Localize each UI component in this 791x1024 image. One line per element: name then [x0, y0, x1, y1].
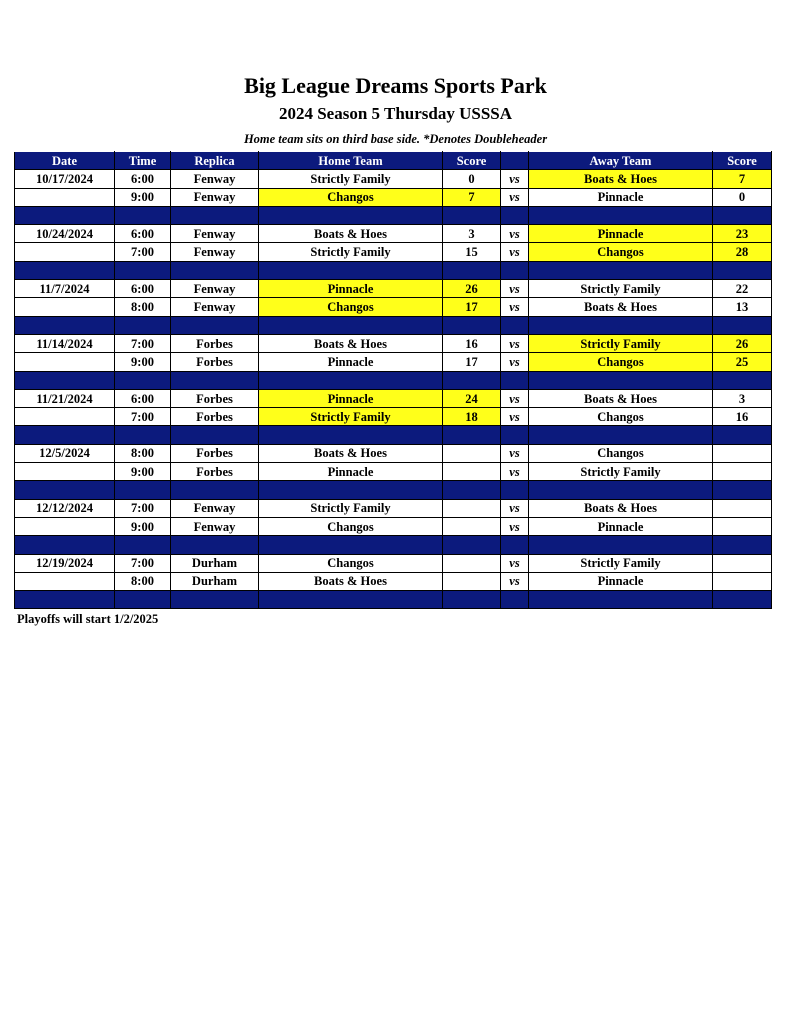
vs-label: vs: [501, 389, 529, 407]
away-score: 25: [713, 353, 772, 371]
home-score: [443, 444, 501, 462]
schedule-table: [14, 151, 772, 609]
separator-cell: [501, 591, 529, 609]
away-team: Strictly Family: [529, 334, 713, 352]
separator-cell: [713, 206, 772, 224]
game-replica: Forbes: [171, 408, 259, 426]
away-team: Pinnacle: [529, 572, 713, 590]
separator-cell: [115, 536, 171, 554]
home-score: [443, 572, 501, 590]
away-score: 22: [713, 280, 772, 298]
week-separator-row: [15, 206, 772, 224]
header-row: [15, 152, 772, 170]
away-score: 26: [713, 334, 772, 352]
home-team: Strictly Family: [259, 243, 443, 261]
game-time: 9:00: [115, 463, 171, 481]
game-replica: Forbes: [171, 444, 259, 462]
game-date: 11/7/2024: [15, 280, 115, 298]
separator-cell: [713, 426, 772, 444]
away-team: Strictly Family: [529, 554, 713, 572]
vs-label: vs: [501, 499, 529, 517]
game-replica: Fenway: [171, 243, 259, 261]
vs-label: vs: [501, 408, 529, 426]
vs-label: vs: [501, 334, 529, 352]
home-team: Changos: [259, 554, 443, 572]
game-date: [15, 298, 115, 316]
game-replica: Fenway: [171, 499, 259, 517]
game-row: [15, 554, 772, 572]
game-replica: Forbes: [171, 334, 259, 352]
separator-cell: [15, 536, 115, 554]
game-date: 10/17/2024: [15, 170, 115, 188]
game-row: [15, 170, 772, 188]
game-time: 6:00: [115, 280, 171, 298]
separator-cell: [259, 261, 443, 279]
home-team: Strictly Family: [259, 408, 443, 426]
vs-label: vs: [501, 280, 529, 298]
separator-cell: [501, 371, 529, 389]
separator-cell: [529, 206, 713, 224]
game-replica: Fenway: [171, 170, 259, 188]
vs-label: vs: [501, 188, 529, 206]
separator-cell: [171, 206, 259, 224]
separator-cell: [259, 206, 443, 224]
vs-label: vs: [501, 517, 529, 535]
separator-cell: [501, 426, 529, 444]
separator-cell: [443, 371, 501, 389]
page-title: Big League Dreams Sports Park: [244, 73, 547, 98]
game-time: 6:00: [115, 389, 171, 407]
week-separator-row: [15, 591, 772, 609]
home-team: Strictly Family: [259, 499, 443, 517]
home-score: 24: [443, 389, 501, 407]
game-replica: Fenway: [171, 225, 259, 243]
away-team: Changos: [529, 353, 713, 371]
game-replica: Fenway: [171, 188, 259, 206]
vs-label: vs: [501, 298, 529, 316]
game-date: 11/14/2024: [15, 334, 115, 352]
vs-label: vs: [501, 353, 529, 371]
week-separator-row: [15, 371, 772, 389]
vs-label: vs: [501, 170, 529, 188]
separator-cell: [501, 261, 529, 279]
separator-cell: [529, 536, 713, 554]
game-date: 12/5/2024: [15, 444, 115, 462]
separator-cell: [171, 261, 259, 279]
game-date: 11/21/2024: [15, 389, 115, 407]
away-score: 28: [713, 243, 772, 261]
away-team: Boats & Hoes: [529, 170, 713, 188]
game-row: [15, 225, 772, 243]
separator-cell: [501, 316, 529, 334]
home-team: Boats & Hoes: [259, 334, 443, 352]
home-score: 3: [443, 225, 501, 243]
home-team: Pinnacle: [259, 463, 443, 481]
week-separator-row: [15, 426, 772, 444]
separator-cell: [15, 426, 115, 444]
home-score: 17: [443, 353, 501, 371]
week-separator-row: [15, 536, 772, 554]
separator-cell: [501, 206, 529, 224]
game-row: [15, 243, 772, 261]
away-team: Boats & Hoes: [529, 499, 713, 517]
week-separator-row: [15, 481, 772, 499]
home-score: 17: [443, 298, 501, 316]
separator-cell: [115, 206, 171, 224]
game-row: [15, 188, 772, 206]
separator-cell: [15, 261, 115, 279]
separator-cell: [501, 536, 529, 554]
away-team: Strictly Family: [529, 280, 713, 298]
separator-cell: [259, 426, 443, 444]
column-header-home-score: Score: [443, 152, 501, 170]
home-score: 15: [443, 243, 501, 261]
separator-cell: [443, 426, 501, 444]
column-header-vs: [501, 152, 529, 170]
column-header-time: Time: [115, 152, 171, 170]
home-score: 26: [443, 280, 501, 298]
game-replica: Fenway: [171, 298, 259, 316]
column-header-replica: Replica: [171, 152, 259, 170]
game-date: [15, 243, 115, 261]
separator-cell: [171, 316, 259, 334]
home-score: [443, 554, 501, 572]
home-team: Pinnacle: [259, 353, 443, 371]
separator-cell: [443, 206, 501, 224]
away-score: 23: [713, 225, 772, 243]
game-replica: Forbes: [171, 463, 259, 481]
game-row: [15, 444, 772, 462]
week-separator-row: [15, 261, 772, 279]
column-header-away-score: Score: [713, 152, 772, 170]
separator-cell: [171, 426, 259, 444]
week-separator-row: [15, 316, 772, 334]
away-team: Boats & Hoes: [529, 298, 713, 316]
separator-cell: [443, 591, 501, 609]
separator-cell: [713, 481, 772, 499]
vs-label: vs: [501, 225, 529, 243]
separator-cell: [115, 426, 171, 444]
game-time: 9:00: [115, 188, 171, 206]
away-score: 13: [713, 298, 772, 316]
home-team: Changos: [259, 517, 443, 535]
game-time: 8:00: [115, 572, 171, 590]
away-team: Changos: [529, 444, 713, 462]
home-score: [443, 517, 501, 535]
game-row: [15, 499, 772, 517]
game-replica: Forbes: [171, 389, 259, 407]
separator-cell: [115, 316, 171, 334]
schedule-body: [15, 170, 772, 609]
separator-cell: [115, 371, 171, 389]
game-row: [15, 280, 772, 298]
game-row: [15, 353, 772, 371]
away-team: Pinnacle: [529, 517, 713, 535]
home-score: 0: [443, 170, 501, 188]
game-date: [15, 408, 115, 426]
separator-cell: [529, 426, 713, 444]
separator-cell: [443, 316, 501, 334]
separator-cell: [713, 591, 772, 609]
column-header-home-team: Home Team: [259, 152, 443, 170]
game-time: 9:00: [115, 353, 171, 371]
away-team: Pinnacle: [529, 225, 713, 243]
away-score: [713, 463, 772, 481]
separator-cell: [259, 371, 443, 389]
separator-cell: [171, 591, 259, 609]
separator-cell: [713, 316, 772, 334]
away-team: Boats & Hoes: [529, 389, 713, 407]
separator-cell: [15, 206, 115, 224]
home-score: 18: [443, 408, 501, 426]
away-team: Strictly Family: [529, 463, 713, 481]
vs-label: vs: [501, 444, 529, 462]
separator-cell: [529, 371, 713, 389]
game-date: 12/19/2024: [15, 554, 115, 572]
home-team: Pinnacle: [259, 280, 443, 298]
game-time: 6:00: [115, 170, 171, 188]
separator-cell: [15, 316, 115, 334]
separator-cell: [115, 591, 171, 609]
separator-cell: [259, 316, 443, 334]
game-replica: Durham: [171, 572, 259, 590]
separator-cell: [443, 481, 501, 499]
game-row: [15, 517, 772, 535]
separator-cell: [529, 316, 713, 334]
away-team: Changos: [529, 243, 713, 261]
game-time: 7:00: [115, 408, 171, 426]
away-score: 16: [713, 408, 772, 426]
separator-cell: [171, 371, 259, 389]
separator-cell: [259, 481, 443, 499]
vs-label: vs: [501, 243, 529, 261]
game-replica: Fenway: [171, 280, 259, 298]
away-team: Pinnacle: [529, 188, 713, 206]
away-score: 7: [713, 170, 772, 188]
home-team: Boats & Hoes: [259, 572, 443, 590]
vs-label: vs: [501, 572, 529, 590]
separator-cell: [443, 536, 501, 554]
home-team: Changos: [259, 298, 443, 316]
away-score: [713, 572, 772, 590]
page-subtitle: 2024 Season 5 Thursday USSSA: [278, 104, 513, 123]
separator-cell: [171, 536, 259, 554]
home-team: Boats & Hoes: [259, 225, 443, 243]
separator-cell: [529, 591, 713, 609]
separator-cell: [443, 261, 501, 279]
separator-cell: [115, 481, 171, 499]
away-score: [713, 554, 772, 572]
game-time: 9:00: [115, 517, 171, 535]
game-row: [15, 572, 772, 590]
game-date: [15, 353, 115, 371]
separator-cell: [713, 261, 772, 279]
game-replica: Durham: [171, 554, 259, 572]
home-score: 16: [443, 334, 501, 352]
separator-cell: [259, 536, 443, 554]
game-time: 8:00: [115, 298, 171, 316]
separator-cell: [15, 591, 115, 609]
home-score: [443, 499, 501, 517]
away-score: [713, 517, 772, 535]
game-date: [15, 572, 115, 590]
vs-label: vs: [501, 554, 529, 572]
game-row: [15, 334, 772, 352]
game-time: 6:00: [115, 225, 171, 243]
home-team: Pinnacle: [259, 389, 443, 407]
home-team: Boats & Hoes: [259, 444, 443, 462]
separator-cell: [15, 481, 115, 499]
game-replica: Fenway: [171, 517, 259, 535]
away-score: [713, 499, 772, 517]
game-row: [15, 298, 772, 316]
separator-cell: [15, 371, 115, 389]
game-row: [15, 408, 772, 426]
game-date: [15, 517, 115, 535]
game-time: 8:00: [115, 444, 171, 462]
separator-cell: [529, 261, 713, 279]
away-score: 3: [713, 389, 772, 407]
separator-cell: [529, 481, 713, 499]
separator-cell: [713, 536, 772, 554]
away-score: 0: [713, 188, 772, 206]
game-row: [15, 463, 772, 481]
vs-label: vs: [501, 463, 529, 481]
game-time: 7:00: [115, 334, 171, 352]
separator-cell: [115, 261, 171, 279]
column-header-away-team: Away Team: [529, 152, 713, 170]
home-score: 7: [443, 188, 501, 206]
separator-cell: [501, 481, 529, 499]
column-header-date: Date: [15, 152, 115, 170]
header-note: Home team sits on third base side. *Denotes Doubleheader: [243, 132, 548, 146]
home-team: Changos: [259, 188, 443, 206]
home-team: Strictly Family: [259, 170, 443, 188]
game-time: 7:00: [115, 554, 171, 572]
game-date: [15, 463, 115, 481]
game-time: 7:00: [115, 243, 171, 261]
separator-cell: [713, 371, 772, 389]
game-date: 12/12/2024: [15, 499, 115, 517]
game-date: 10/24/2024: [15, 225, 115, 243]
away-score: [713, 444, 772, 462]
separator-cell: [171, 481, 259, 499]
home-score: [443, 463, 501, 481]
game-date: [15, 188, 115, 206]
away-team: Changos: [529, 408, 713, 426]
playoffs-note: Playoffs will start 1/2/2025: [17, 612, 159, 626]
game-row: [15, 389, 772, 407]
game-replica: Forbes: [171, 353, 259, 371]
separator-cell: [259, 591, 443, 609]
game-time: 7:00: [115, 499, 171, 517]
